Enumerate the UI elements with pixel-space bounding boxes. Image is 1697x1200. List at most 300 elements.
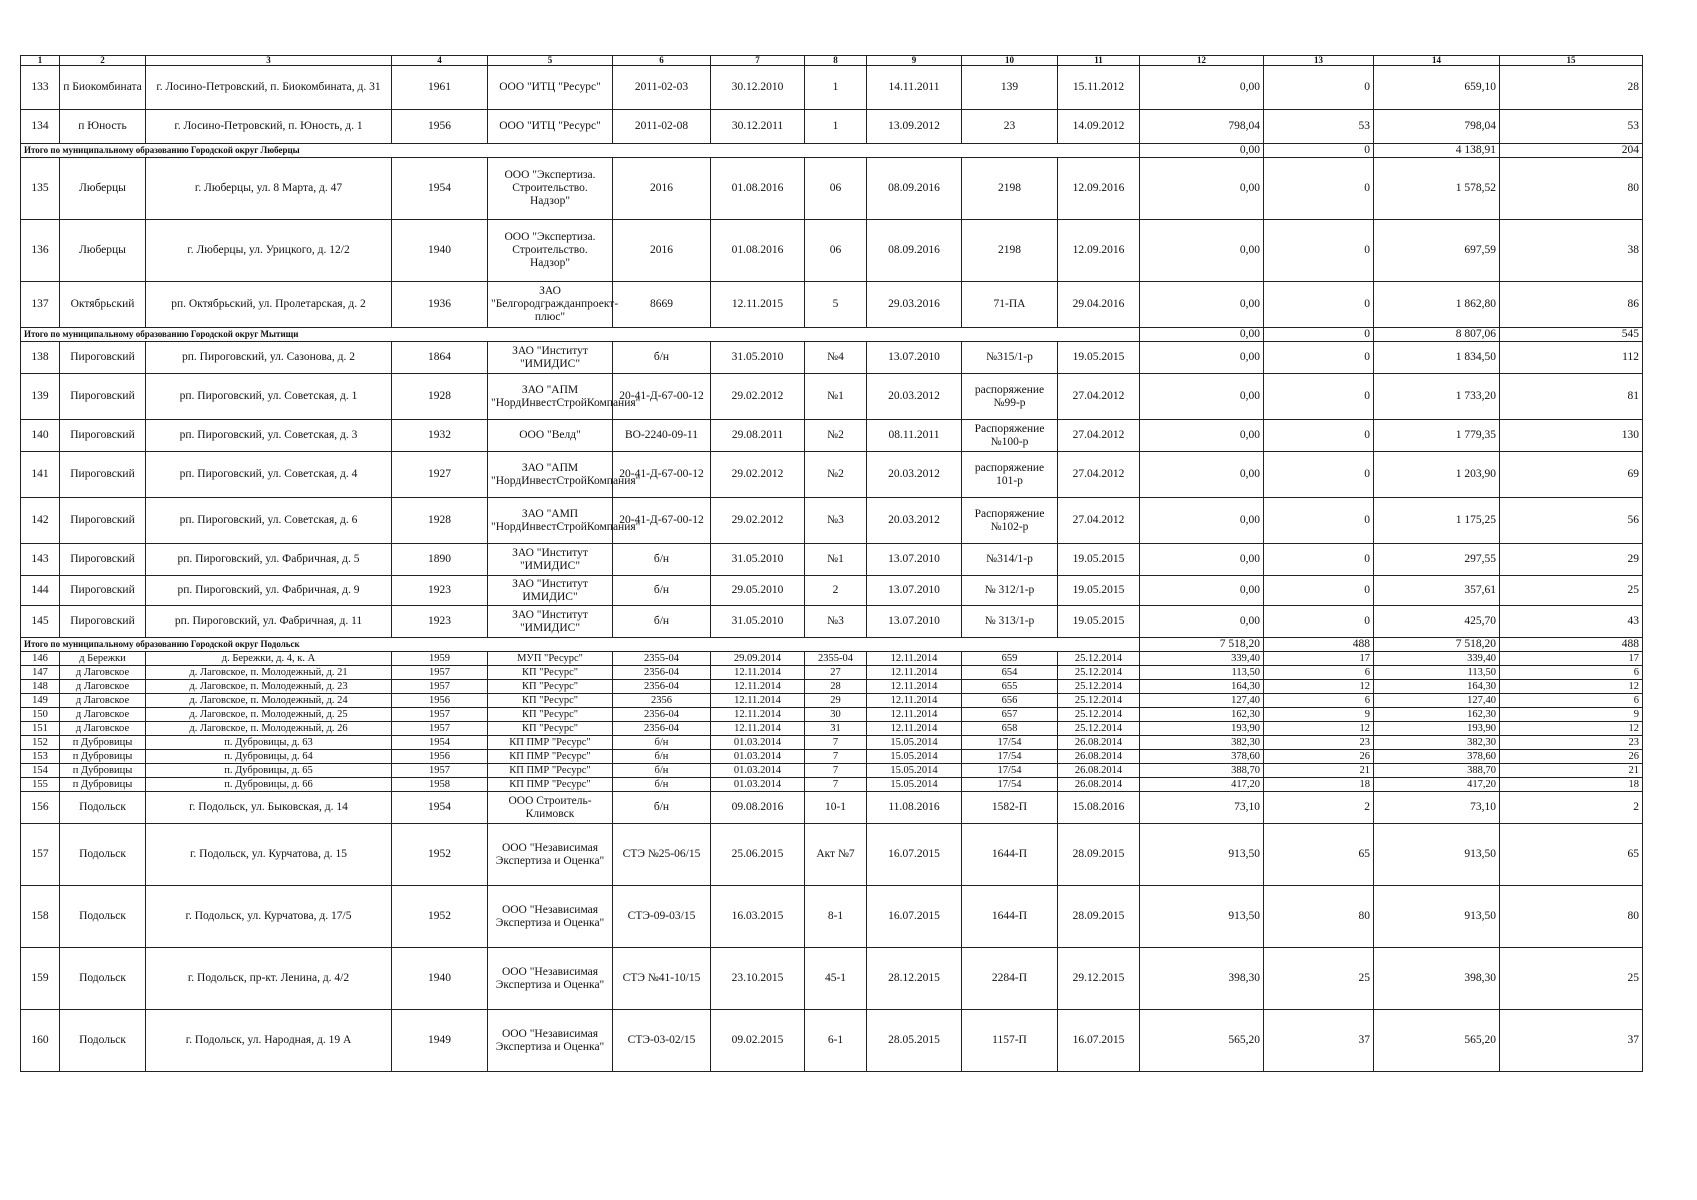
table-cell: 138 [21,342,60,374]
table-cell: 659 [962,652,1058,666]
table-cell: Пироговский [60,452,146,498]
table-cell: г. Лосино-Петровский, п. Биокомбината, д. 31 [146,66,392,110]
table-cell: Пироговский [60,576,146,606]
table-cell: 0 [1264,544,1374,576]
table-cell: 0 [1264,576,1374,606]
table-cell: 1954 [392,736,488,750]
table-cell: ЗАО "Белгородгражданпроект-плюс" [488,282,613,328]
table-cell: 31 [805,722,867,736]
table-cell: 29.03.2016 [867,282,962,328]
table-cell: п Дубровицы [60,750,146,764]
table-row [21,722,1643,736]
header-row [21,56,1643,66]
table-cell: 157 [21,824,60,886]
table-cell: ЗАО "Институт ИМИДИС" [488,576,613,606]
table-cell: КП ПМР "Ресурс" [488,764,613,778]
table-cell: 16.07.2015 [1058,1010,1140,1072]
table-cell: 1890 [392,544,488,576]
table-cell: 9 [1264,708,1374,722]
table-cell: №314/1-р [962,544,1058,576]
table-cell: Подольск [60,948,146,1010]
table-cell: 162,30 [1374,708,1500,722]
table-cell: 1954 [392,158,488,220]
table-cell: 26.08.2014 [1058,764,1140,778]
table-cell: д. Бережки, д. 4, к. А [146,652,392,666]
table-cell: 17 [1500,652,1643,666]
table-cell: 27.04.2012 [1058,498,1140,544]
table-cell: 13.07.2010 [867,544,962,576]
table-cell: 1644-П [962,886,1058,948]
table-cell: 12.11.2014 [711,708,805,722]
table-cell: 25.12.2014 [1058,708,1140,722]
table-cell: 01.08.2016 [711,158,805,220]
table-cell: 0 [1264,282,1374,328]
table-cell: СТЭ-09-03/15 [613,886,711,948]
table-row [21,606,1643,638]
table-cell: 15.05.2014 [867,778,962,792]
table-cell: 12.11.2015 [711,282,805,328]
table-cell: 2016 [613,220,711,282]
table-cell: Акт №7 [805,824,867,886]
table-cell: 19.05.2015 [1058,342,1140,374]
table-cell: ООО "Независимая Экспертиза и Оценка" [488,948,613,1010]
table-cell: 69 [1500,452,1643,498]
table-cell: 2356-04 [613,708,711,722]
table-cell: 16.07.2015 [867,824,962,886]
table-cell: ООО "Экспертиза. Строительство. Надзор" [488,220,613,282]
table-row [21,750,1643,764]
table-cell: 417,20 [1374,778,1500,792]
table-cell: 2198 [962,220,1058,282]
table-cell: б/н [613,778,711,792]
table-cell: 146 [21,652,60,666]
column-header: 5 [488,56,613,66]
table-cell: 7 [805,750,867,764]
table-cell: 09.08.2016 [711,792,805,824]
table-cell: Подольск [60,1010,146,1072]
table-cell: 0 [1264,342,1374,374]
table-cell: 27.04.2012 [1058,420,1140,452]
table-cell: 135 [21,158,60,220]
table-cell: 0 [1264,498,1374,544]
table-cell: рп. Пироговский, ул. Советская, д. 4 [146,452,392,498]
table-cell: б/н [613,606,711,638]
table-cell: Пироговский [60,420,146,452]
table-cell: 19.05.2015 [1058,606,1140,638]
table-cell: рп. Пироговский, ул. Фабричная, д. 5 [146,544,392,576]
subtotal-cell: 4 138,91 [1374,144,1500,158]
table-cell: 15.05.2014 [867,764,962,778]
table-cell: 25.12.2014 [1058,694,1140,708]
table-cell: п Юность [60,110,146,144]
table-cell: 1932 [392,420,488,452]
table-cell: 1644-П [962,824,1058,886]
table-cell: 25.12.2014 [1058,652,1140,666]
table-cell: №1 [805,544,867,576]
table-row [21,764,1643,778]
table-cell: 1956 [392,750,488,764]
table-cell: 29.02.2012 [711,498,805,544]
table-cell: Распоряжение №102-р [962,498,1058,544]
table-cell: 2016 [613,158,711,220]
table-cell: 13.09.2012 [867,110,962,144]
table-cell: Люберцы [60,158,146,220]
table-cell: 382,30 [1140,736,1264,750]
table-row [21,792,1643,824]
table-cell: Пироговский [60,342,146,374]
subtotal-cell: 0 [1264,144,1374,158]
table-cell: 147 [21,666,60,680]
table-cell: 16.03.2015 [711,886,805,948]
table-cell: 0 [1264,606,1374,638]
table-cell: 12.11.2014 [711,666,805,680]
table-cell: ООО "Независимая Экспертиза и Оценка" [488,886,613,948]
table-cell: 1864 [392,342,488,374]
table-cell: б/н [613,342,711,374]
table-cell: 29.05.2010 [711,576,805,606]
table-cell: 1923 [392,606,488,638]
table-cell: 1940 [392,220,488,282]
table-cell: 14.11.2011 [867,66,962,110]
table-cell: 53 [1500,110,1643,144]
table-cell: СТЭ №25-06/15 [613,824,711,886]
subtotal-label: Итого по муниципальному образованию Городской округ Мытищи [21,328,1140,342]
table-cell: 29 [1500,544,1643,576]
table-cell: 27 [805,666,867,680]
table-cell: п. Дубровицы, д. 65 [146,764,392,778]
table-cell: 0 [1264,66,1374,110]
table-cell: 30 [805,708,867,722]
table-row [21,680,1643,694]
table-cell: 1957 [392,764,488,778]
table-cell: №2 [805,452,867,498]
subtotal-cell: 488 [1500,638,1643,652]
table-cell: 08.11.2011 [867,420,962,452]
table-cell: 1 733,20 [1374,374,1500,420]
table-cell: 7 [805,736,867,750]
table-cell: 0 [1264,158,1374,220]
table-cell: 6 [1264,666,1374,680]
table-cell: 6 [1500,666,1643,680]
table-cell: 1940 [392,948,488,1010]
table-cell: ООО "ИТЦ "Ресурс" [488,66,613,110]
subtotal-cell: 8 807,06 [1374,328,1500,342]
table-cell: 143 [21,544,60,576]
table-cell: 8669 [613,282,711,328]
table-cell: 139 [21,374,60,420]
table-cell: 149 [21,694,60,708]
table-cell: 1949 [392,1010,488,1072]
table-cell: 156 [21,792,60,824]
table-cell: 73,10 [1374,792,1500,824]
table-cell: 2284-П [962,948,1058,1010]
table-cell: 20-41-Д-67-00-12 [613,374,711,420]
table-cell: 1961 [392,66,488,110]
subtotal-cell: 7 518,20 [1140,638,1264,652]
table-cell: 388,70 [1140,764,1264,778]
table-cell: д Лаговское [60,722,146,736]
table-cell: 130 [1500,420,1643,452]
table-cell: КП ПМР "Ресурс" [488,778,613,792]
table-cell: Подольск [60,792,146,824]
table-cell: 1928 [392,498,488,544]
table-row [21,948,1643,1010]
table-cell: 1956 [392,110,488,144]
table-cell: ООО "Велд" [488,420,613,452]
table-cell: 1954 [392,792,488,824]
table-cell: 113,50 [1140,666,1264,680]
table-cell: КП "Ресурс" [488,722,613,736]
table-row [21,736,1643,750]
table-cell: 0,00 [1140,282,1264,328]
table-cell: 155 [21,778,60,792]
table-cell: б/н [613,750,711,764]
table-cell: 25.12.2014 [1058,722,1140,736]
table-cell: 12 [1264,680,1374,694]
column-header: 13 [1264,56,1374,66]
table-cell: 06 [805,220,867,282]
table-cell: рп. Пироговский, ул. Фабричная, д. 9 [146,576,392,606]
table-cell: г. Лосино-Петровский, п. Юность, д. 1 [146,110,392,144]
table-cell: 8-1 [805,886,867,948]
table-cell: 0,00 [1140,606,1264,638]
subtotal-cell: 488 [1264,638,1374,652]
table-cell: 133 [21,66,60,110]
column-header: 4 [392,56,488,66]
table-cell: 1957 [392,666,488,680]
table-cell: 25.12.2014 [1058,666,1140,680]
table-cell: 150 [21,708,60,722]
column-header: 9 [867,56,962,66]
table-cell: 37 [1500,1010,1643,1072]
table-cell: б/н [613,764,711,778]
table-cell: ООО "Независимая Экспертиза и Оценка" [488,1010,613,1072]
document-page [20,55,1642,1072]
table-cell: Пироговский [60,374,146,420]
table-cell: №3 [805,498,867,544]
subtotal-row [21,144,1643,158]
table-cell: 6 [1264,694,1374,708]
table-cell: 1 175,25 [1374,498,1500,544]
table-cell: 1 862,80 [1374,282,1500,328]
table-cell: рп. Пироговский, ул. Советская, д. 6 [146,498,392,544]
table-cell: 80 [1264,886,1374,948]
subtotal-cell: 204 [1500,144,1643,158]
table-cell: 0,00 [1140,158,1264,220]
table-row [21,708,1643,722]
table-cell: ЗАО "Институт "ИМИДИС" [488,606,613,638]
table-cell: 655 [962,680,1058,694]
table-cell: КП "Ресурс" [488,680,613,694]
table-cell: 565,20 [1140,1010,1264,1072]
table-cell: 28 [805,680,867,694]
table-cell: 56 [1500,498,1643,544]
table-cell: 25.12.2014 [1058,680,1140,694]
column-header: 15 [1500,56,1643,66]
housing-table [20,55,1643,1072]
table-cell: КП ПМР "Ресурс" [488,736,613,750]
table-cell: 1 834,50 [1374,342,1500,374]
table-cell: 658 [962,722,1058,736]
table-cell: 17 [1264,652,1374,666]
table-cell: 1927 [392,452,488,498]
table-cell: 17/54 [962,736,1058,750]
table-row [21,220,1643,282]
table-cell: 1952 [392,886,488,948]
subtotal-cell: 7 518,20 [1374,638,1500,652]
table-cell: д. Лаговское, п. Молодежный, д. 21 [146,666,392,680]
table-cell: 20-41-Д-67-00-12 [613,498,711,544]
table-cell: г. Подольск, ул. Народная, д. 19 А [146,1010,392,1072]
table-cell: рп. Пироговский, ул. Советская, д. 3 [146,420,392,452]
table-cell: 1958 [392,778,488,792]
table-cell: 12.09.2016 [1058,158,1140,220]
table-cell: 08.09.2016 [867,220,962,282]
table-row [21,824,1643,886]
table-cell: 913,50 [1140,886,1264,948]
table-cell: Подольск [60,886,146,948]
table-cell: 12 [1264,722,1374,736]
table-cell: 0,00 [1140,374,1264,420]
table-cell: 2355-04 [805,652,867,666]
table-cell: ЗАО "Институт "ИМИДИС" [488,544,613,576]
table-cell: 06 [805,158,867,220]
table-cell: 160 [21,1010,60,1072]
table-cell: 29.09.2014 [711,652,805,666]
table-cell: 152 [21,736,60,750]
table-cell: 565,20 [1374,1010,1500,1072]
table-cell: 1923 [392,576,488,606]
table-cell: 15.08.2016 [1058,792,1140,824]
table-cell: 9 [1500,708,1643,722]
table-cell: 2355-04 [613,652,711,666]
table-body [21,56,1643,1072]
table-cell: 2198 [962,158,1058,220]
table-cell: п Дубровицы [60,764,146,778]
table-cell: 21 [1264,764,1374,778]
table-cell: 2011-02-03 [613,66,711,110]
table-cell: 29.02.2012 [711,452,805,498]
table-cell: 80 [1500,158,1643,220]
table-cell: распоряжение 101-р [962,452,1058,498]
table-cell: 0 [1264,420,1374,452]
table-cell: 12.11.2014 [711,680,805,694]
table-cell: 25 [1500,576,1643,606]
table-cell: д Бережки [60,652,146,666]
column-header: 1 [21,56,60,66]
table-cell: ЗАО "АМП "НордИнвестСтройКомпания" [488,498,613,544]
column-header: 8 [805,56,867,66]
table-cell: б/н [613,792,711,824]
table-cell: 0,00 [1140,544,1264,576]
table-cell: 144 [21,576,60,606]
column-header: 3 [146,56,392,66]
table-cell: 12.11.2014 [867,652,962,666]
table-cell: 798,04 [1140,110,1264,144]
table-cell: 913,50 [1374,824,1500,886]
table-cell: Люберцы [60,220,146,282]
table-cell: 28.09.2015 [1058,824,1140,886]
table-cell: 0,00 [1140,66,1264,110]
table-cell: 0,00 [1140,498,1264,544]
table-cell: 1 578,52 [1374,158,1500,220]
table-cell: 15.05.2014 [867,736,962,750]
table-cell: б/н [613,736,711,750]
table-cell: 17/54 [962,750,1058,764]
table-cell: ЗАО "АПМ "НордИнвестСтройКомпания" [488,374,613,420]
table-cell: 127,40 [1374,694,1500,708]
column-header: 10 [962,56,1058,66]
table-cell: 2 [805,576,867,606]
table-cell: 12.11.2014 [867,666,962,680]
subtotal-label: Итого по муниципальному образованию Городской округ Подольск [21,638,1140,652]
table-cell: 357,61 [1374,576,1500,606]
table-cell: 137 [21,282,60,328]
column-header: 6 [613,56,711,66]
table-cell: КП "Ресурс" [488,666,613,680]
table-cell: 14.09.2012 [1058,110,1140,144]
table-cell: 31.05.2010 [711,342,805,374]
table-cell: 13.07.2010 [867,576,962,606]
table-cell: г. Подольск, ул. Курчатова, д. 15 [146,824,392,886]
table-cell: 398,30 [1140,948,1264,1010]
table-cell: 2356-04 [613,722,711,736]
table-cell: г. Подольск, ул. Курчатова, д. 17/5 [146,886,392,948]
table-cell: 654 [962,666,1058,680]
table-cell: 193,90 [1140,722,1264,736]
table-cell: 697,59 [1374,220,1500,282]
table-cell: 425,70 [1374,606,1500,638]
table-cell: 193,90 [1374,722,1500,736]
table-cell: 151 [21,722,60,736]
table-cell: 12 [1500,722,1643,736]
table-cell: 23 [1264,736,1374,750]
table-cell: п Дубровицы [60,736,146,750]
table-cell: 6 [1500,694,1643,708]
table-cell: п Дубровицы [60,778,146,792]
table-cell: 134 [21,110,60,144]
table-cell: 1157-П [962,1010,1058,1072]
table-cell: 86 [1500,282,1643,328]
table-cell: 0,00 [1140,420,1264,452]
table-cell: 43 [1500,606,1643,638]
table-cell: 12 [1500,680,1643,694]
table-cell: СТЭ №41-10/15 [613,948,711,1010]
table-cell: 2 [1500,792,1643,824]
table-cell: 25.06.2015 [711,824,805,886]
table-cell: 13.07.2010 [867,342,962,374]
table-cell: 18 [1500,778,1643,792]
column-header: 14 [1374,56,1500,66]
table-cell: г. Подольск, ул. Быковская, д. 14 [146,792,392,824]
table-cell: 73,10 [1140,792,1264,824]
table-cell: 28.12.2015 [867,948,962,1010]
table-cell: ООО Строитель-Климовск [488,792,613,824]
table-cell: 01.03.2014 [711,764,805,778]
table-row [21,1010,1643,1072]
table-cell: 21 [1500,764,1643,778]
table-row [21,544,1643,576]
table-row [21,420,1643,452]
table-cell: рп. Пироговский, ул. Советская, д. 1 [146,374,392,420]
table-cell: 25 [1500,948,1643,1010]
table-cell: 297,55 [1374,544,1500,576]
table-cell: рп. Октябрьский, ул. Пролетарская, д. 2 [146,282,392,328]
table-cell: 164,30 [1140,680,1264,694]
table-cell: 388,70 [1374,764,1500,778]
table-cell: ЗАО "Институт "ИМИДИС" [488,342,613,374]
table-cell: 378,60 [1374,750,1500,764]
